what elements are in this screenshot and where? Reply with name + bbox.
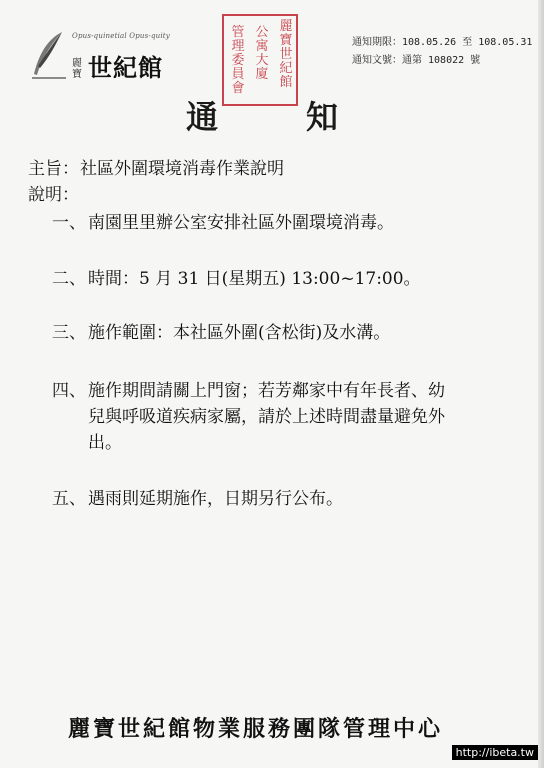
title-char-2: 知: [306, 98, 339, 136]
watermark: http://ibeta.tw: [452, 745, 538, 760]
subject-label: 主旨：: [28, 159, 79, 179]
notice-doc-number: [352, 52, 532, 70]
title-char-1: 通: [186, 98, 219, 136]
seal-column-2: 公寓大廈: [255, 25, 269, 82]
item-1-line-1: 南園里里辦公室安排社區外圍環境消毒。: [88, 213, 394, 233]
feather-logo-icon: [28, 30, 68, 82]
item-2-number: 二、: [52, 269, 86, 289]
item-3-number: 三、: [52, 323, 86, 343]
item-1-number: 一、: [52, 213, 86, 233]
item-5-number: 五、: [52, 489, 86, 509]
logo-script-text: Opus-quinetial Opus-quity: [72, 32, 170, 40]
scan-edge: [538, 0, 544, 768]
item-4-number: 四、: [52, 381, 86, 401]
explanation-label: 說明：: [28, 185, 79, 205]
item-5-line-1: 遇雨則延期施作，日期另行公布。: [88, 489, 343, 509]
logo-small-text: 麗寶: [72, 58, 82, 80]
item-4-line-2: 兒與呼吸道疾病家屬，請於上述時間盡量避免外: [88, 407, 445, 427]
notice-period: [352, 34, 532, 52]
subject-text: 社區外圍環境消毒作業說明: [80, 159, 284, 179]
seal-column-3: 管理委員會: [231, 25, 245, 96]
seal-column-1: 麗寶世紀館: [279, 19, 293, 90]
notice-meta: [352, 34, 532, 70]
item-4-line-3: 出。: [88, 433, 122, 453]
notice-doc-label: 通知文號：: [352, 55, 402, 66]
notice-period-label: 通知期限：: [352, 37, 402, 48]
notice-period-value: 108.05.26 至 108.05.31: [402, 37, 533, 48]
item-2-line-1: 時間：5 月 31 日(星期五) 13:00~17:00。: [88, 269, 421, 289]
item-4-line-1: 施作期間請關上門窗；若芳鄰家中有年長者、幼: [88, 381, 445, 401]
logo: [28, 28, 178, 88]
notice-doc-value: 通第 108022 號: [402, 55, 481, 66]
item-3-line-1: 施作範圍：本社區外圍(含松街)及水溝。: [88, 323, 391, 343]
footer-signature: 麗寶世紀館物業服務團隊管理中心: [68, 716, 444, 742]
page-title: [180, 92, 350, 136]
logo-name: 世紀館: [88, 53, 163, 82]
